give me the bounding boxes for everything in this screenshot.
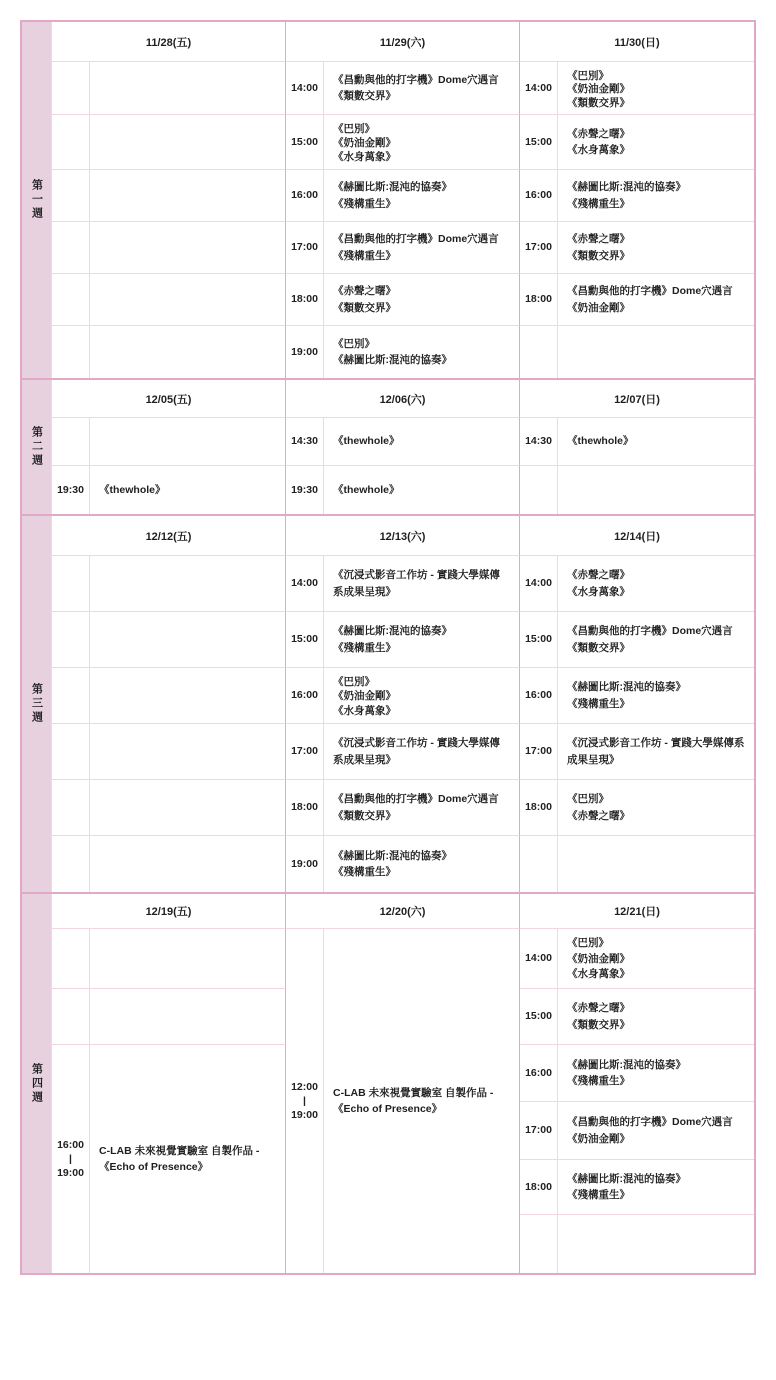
time-cell	[52, 724, 90, 780]
time-label: 18:00	[525, 801, 552, 814]
day-header: 12/14(日)	[520, 516, 754, 556]
time-cell	[286, 170, 324, 222]
week-label: 第四週	[22, 894, 52, 1273]
time-cell	[520, 612, 558, 668]
day-header: 12/21(日)	[520, 894, 754, 929]
time-cell	[520, 724, 558, 780]
time-cell	[286, 929, 324, 1273]
slot-cell	[558, 612, 754, 668]
time-label: 14:00	[525, 81, 552, 94]
program-title: 《水身萬象》	[567, 968, 630, 981]
slot-cell	[324, 222, 520, 274]
program-title: 《奶油金剛》	[567, 301, 630, 314]
program-title: 《thewhole》	[567, 435, 634, 448]
slot-cell	[558, 222, 754, 274]
program-title: 《赤聲之曙》	[567, 1002, 630, 1015]
slot-cell	[558, 989, 754, 1045]
program-title: C-LAB 未來視覺實驗室 自製作品 - 《Echo of Presence》	[333, 1086, 494, 1115]
slot-cell	[90, 836, 286, 892]
time-cell	[286, 326, 324, 378]
program-title: 《赫圖比斯:混沌的協奏》	[333, 625, 452, 638]
program-title: 《巴別》	[333, 676, 375, 688]
slot-cell	[558, 466, 754, 514]
slot-cell	[558, 836, 754, 892]
program-title: 《昌勳與他的打字機》Dome穴遇言	[567, 625, 733, 638]
slot-cell	[324, 170, 520, 222]
time-cell	[52, 929, 90, 989]
time-cell	[520, 418, 558, 466]
time-label: 19:30	[291, 483, 318, 496]
time-cell	[286, 612, 324, 668]
program-title: 《赫圖比斯:混沌的協奏》	[333, 181, 452, 194]
slot-cell	[90, 929, 286, 989]
week-section	[22, 22, 754, 378]
time-label: 17:00	[525, 745, 552, 758]
slot-cell	[324, 612, 520, 668]
slot-cell	[558, 1102, 754, 1160]
program-title: 《殘構重生》	[567, 1189, 630, 1201]
program-title: 《昌勳與他的打字機》Dome穴遇言	[333, 73, 499, 86]
program-title: 《殘構重生》	[333, 249, 396, 262]
time-cell	[52, 274, 90, 326]
time-cell	[520, 929, 558, 989]
program-title: 《巴別》	[567, 793, 609, 806]
week-label: 第三週	[22, 516, 52, 892]
day-header: 12/06(六)	[286, 380, 520, 418]
time-label: 12:00	[291, 1080, 318, 1093]
program-title: 《巴別》	[567, 70, 609, 82]
slot-cell	[558, 115, 754, 170]
time-label: 16:00	[525, 189, 552, 202]
program-title: 《奶油金剛》	[333, 690, 396, 703]
day-header: 12/05(五)	[52, 380, 286, 418]
slot-cell	[90, 222, 286, 274]
slot-cell	[558, 274, 754, 326]
time-cell	[520, 62, 558, 115]
time-cell	[520, 668, 558, 724]
time-cell	[52, 780, 90, 836]
time-cell	[286, 556, 324, 612]
time-label: 16:00	[291, 689, 318, 702]
program-title: 《殘構重生》	[567, 697, 630, 710]
time-cell	[520, 836, 558, 892]
time-cell	[52, 668, 90, 724]
program-title: 《類數交界》	[333, 301, 396, 314]
program-title: 《水身萬象》	[567, 585, 630, 598]
time-cell	[52, 466, 90, 514]
time-label: 15:00	[525, 633, 552, 646]
slot-cell	[90, 989, 286, 1045]
time-label: 17:00	[525, 241, 552, 254]
program-title: 《類數交界》	[567, 249, 630, 262]
time-label: 17:00	[525, 1124, 552, 1137]
time-cell	[520, 170, 558, 222]
day-header: 12/13(六)	[286, 516, 520, 556]
time-label: 16:00	[291, 189, 318, 202]
time-cell	[286, 418, 324, 466]
time-cell	[520, 222, 558, 274]
time-cell	[52, 1045, 90, 1273]
time-label: 18:00	[291, 801, 318, 814]
program-title: 《昌勳與他的打字機》Dome穴遇言	[333, 233, 499, 246]
program-title: 《沉浸式影音工作坊 - 實踐大學媒傳系成果呈現》	[567, 737, 745, 766]
program-title: 《赤聲之曙》	[333, 285, 396, 298]
slot-cell	[558, 929, 754, 989]
program-title: 《昌勳與他的打字機》Dome穴遇言	[567, 1116, 733, 1129]
time-label: 15:00	[291, 633, 318, 646]
time-cell	[286, 780, 324, 836]
program-title: 《殘構重生》	[567, 197, 630, 210]
slot-cell	[324, 326, 520, 378]
day-header: 11/28(五)	[52, 22, 286, 62]
time-cell	[520, 556, 558, 612]
time-cell	[52, 612, 90, 668]
slot-cell	[558, 556, 754, 612]
program-title: 《昌勳與他的打字機》Dome穴遇言	[333, 793, 499, 806]
program-title: 《赫圖比斯:混沌的協奏》	[567, 1058, 686, 1071]
slot-cell	[90, 1045, 286, 1273]
program-title: 《水身萬象》	[333, 704, 396, 717]
slot-cell	[324, 668, 520, 724]
slot-cell	[324, 418, 520, 466]
program-title: 《赫圖比斯:混沌的協奏》	[333, 849, 452, 862]
program-title: 《類數交界》	[333, 90, 396, 102]
slot-cell	[90, 556, 286, 612]
slot-cell	[324, 274, 520, 326]
day-header: 11/30(日)	[520, 22, 754, 62]
day-header: 12/12(五)	[52, 516, 286, 556]
time-label: 14:00	[525, 952, 552, 965]
time-cell	[286, 222, 324, 274]
week-section	[22, 378, 754, 514]
time-cell	[520, 1215, 558, 1273]
program-title: 《殘構重生》	[333, 641, 396, 654]
time-cell	[520, 989, 558, 1045]
slot-cell	[558, 724, 754, 780]
time-cell	[520, 274, 558, 326]
program-title: 《昌勳與他的打字機》Dome穴遇言	[567, 285, 733, 298]
time-label: 19:30	[57, 483, 84, 496]
time-label: 14:30	[291, 435, 318, 448]
program-title: 《類數交界》	[567, 96, 630, 109]
time-cell	[286, 466, 324, 514]
day-header: 12/19(五)	[52, 894, 286, 929]
slot-cell	[324, 115, 520, 170]
slot-cell	[324, 466, 520, 514]
time-label: 17:00	[291, 745, 318, 758]
program-title: 《沉浸式影音工作坊 - 實踐大學媒傳系成果呈現》	[333, 737, 500, 766]
week-label: 第一週	[22, 22, 52, 378]
program-title: 《奶油金剛》	[567, 1132, 630, 1145]
time-label: 15:00	[291, 135, 318, 148]
time-label: 16:00	[57, 1138, 84, 1151]
time-cell	[286, 62, 324, 115]
time-label: 16:00	[525, 1066, 552, 1079]
program-title: 《赫圖比斯:混沌的協奏》	[567, 181, 686, 194]
slot-cell	[558, 326, 754, 378]
program-title: 《巴別》	[333, 123, 375, 135]
time-label: 15:00	[525, 135, 552, 148]
program-title: 《沉浸式影音工作坊 - 實踐大學媒傳系成果呈現》	[333, 569, 500, 598]
time-label: 19:00	[291, 857, 318, 870]
program-title: 《巴別》	[333, 337, 375, 350]
program-title: 《殘構重生》	[333, 866, 396, 878]
slot-cell	[324, 556, 520, 612]
slot-cell	[558, 418, 754, 466]
slot-cell	[558, 780, 754, 836]
time-label: 14:00	[291, 81, 318, 94]
slot-cell	[324, 62, 520, 115]
time-cell	[520, 326, 558, 378]
program-title: 《赤聲之曙》	[567, 569, 630, 582]
week-label: 第二週	[22, 380, 52, 514]
slot-cell	[90, 466, 286, 514]
time-cell	[52, 170, 90, 222]
time-cell	[52, 418, 90, 466]
time-cell	[520, 115, 558, 170]
program-title: 《類數交界》	[567, 641, 630, 654]
program-title: 《thewhole》	[333, 435, 400, 448]
time-cell	[286, 836, 324, 892]
program-title: 《水身萬象》	[567, 144, 630, 156]
time-cell	[520, 780, 558, 836]
slot-cell	[324, 929, 520, 1273]
program-title: 《thewhole》	[99, 483, 166, 496]
slot-cell	[90, 780, 286, 836]
time-cell	[52, 326, 90, 378]
week-section	[22, 514, 754, 892]
time-cell	[520, 1045, 558, 1102]
program-title: C-LAB 未來視覺實驗室 自製作品 - 《Echo of Presence》	[99, 1144, 260, 1173]
time-label: 14:00	[291, 577, 318, 590]
time-cell	[286, 668, 324, 724]
time-cell	[52, 556, 90, 612]
program-title: 《赤聲之曙》	[567, 127, 630, 140]
time-label: 19:00	[57, 1167, 84, 1180]
time-label: 14:30	[525, 435, 552, 448]
slot-cell	[558, 1215, 754, 1273]
time-cell	[52, 115, 90, 170]
schedule-table	[20, 20, 756, 1275]
slot-cell	[558, 170, 754, 222]
program-title: 《類數交界》	[333, 809, 396, 822]
slot-cell	[90, 170, 286, 222]
slot-cell	[90, 668, 286, 724]
time-cell	[520, 1102, 558, 1160]
day-header: 12/07(日)	[520, 380, 754, 418]
program-title: 《赫圖比斯:混沌的協奏》	[333, 354, 452, 366]
time-cell	[286, 724, 324, 780]
slot-cell	[90, 418, 286, 466]
slot-cell	[90, 326, 286, 378]
slot-cell	[324, 836, 520, 892]
program-title: 《奶油金剛》	[567, 83, 630, 96]
time-label: 16:00	[525, 689, 552, 702]
time-label: 18:00	[525, 1180, 552, 1193]
time-label: 14:00	[525, 577, 552, 590]
time-label: 19:00	[291, 345, 318, 358]
time-cell	[286, 274, 324, 326]
time-cell	[520, 1160, 558, 1215]
program-title: 《thewhole》	[333, 483, 400, 496]
program-title: 《水身萬象》	[333, 151, 396, 163]
time-label: 19:00	[291, 1109, 318, 1122]
time-cell	[520, 466, 558, 514]
slot-cell	[558, 668, 754, 724]
slot-cell	[90, 115, 286, 170]
time-label: |	[303, 1094, 306, 1107]
program-title: 《類數交界》	[567, 1018, 630, 1031]
slot-cell	[90, 274, 286, 326]
time-label: 15:00	[525, 1010, 552, 1023]
program-title: 《巴別》	[567, 937, 609, 949]
time-label: |	[69, 1152, 72, 1165]
program-title: 《殘構重生》	[567, 1075, 630, 1087]
slot-cell	[558, 62, 754, 115]
time-label: 18:00	[525, 293, 552, 306]
program-title: 《赤聲之曙》	[567, 809, 630, 822]
slot-cell	[90, 724, 286, 780]
program-title: 《奶油金剛》	[567, 952, 630, 965]
program-title: 《赤聲之曙》	[567, 233, 630, 246]
time-cell	[52, 62, 90, 115]
slot-cell	[90, 612, 286, 668]
program-title: 《赫圖比斯:混沌的協奏》	[567, 1172, 686, 1185]
time-cell	[52, 222, 90, 274]
slot-cell	[90, 62, 286, 115]
time-cell	[52, 836, 90, 892]
slot-cell	[324, 780, 520, 836]
day-header: 12/20(六)	[286, 894, 520, 929]
time-label: 18:00	[291, 293, 318, 306]
slot-cell	[558, 1045, 754, 1102]
program-title: 《殘構重生》	[333, 197, 396, 210]
program-title: 《赫圖比斯:混沌的協奏》	[567, 681, 686, 694]
slot-cell	[324, 724, 520, 780]
time-cell	[52, 989, 90, 1045]
time-label: 17:00	[291, 241, 318, 254]
day-header: 11/29(六)	[286, 22, 520, 62]
week-section	[22, 892, 754, 1273]
time-cell	[286, 115, 324, 170]
slot-cell	[558, 1160, 754, 1215]
program-title: 《奶油金剛》	[333, 137, 396, 149]
